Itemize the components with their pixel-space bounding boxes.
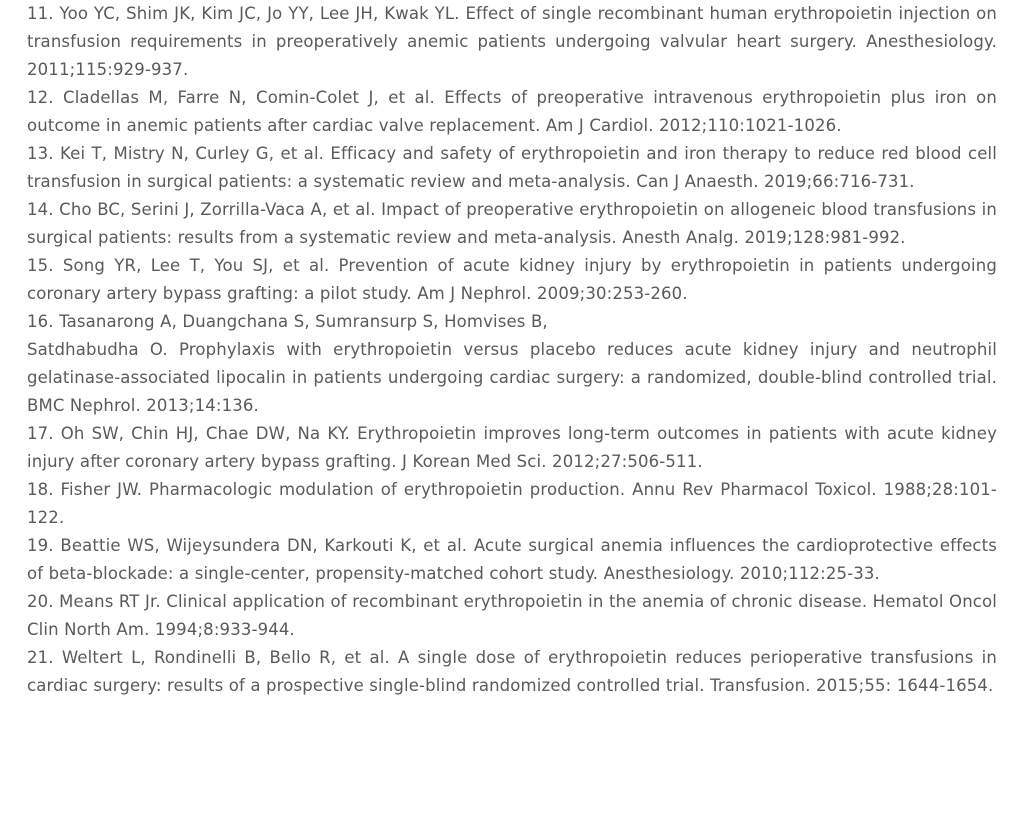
reference-20: 20. Means RT Jr. Clinical application of recombinant erythropoietin in the anemia of chronic disease. Hematol Oncol Clin North Am. 1994;8:933-944. (27, 592, 997, 639)
reference-13: 13. Kei T, Mistry N, Curley G, et al. Efficacy and safety of erythropoietin and iron therapy to reduce red blood cell transfusion in surgical patients: a systematic review and meta-analysis. Can J Anaesth. 2019;66:716-731. (27, 144, 997, 191)
reference-12: 12. Cladellas M, Farre N, Comin-Colet J, et al. Effects of preoperative intravenous erythropoietin plus iron on outcome in anemic patients after cardiac valve replacement. Am J Cardiol. 2012;110:1021-1026. (27, 88, 997, 135)
reference-18: 18. Fisher JW. Pharmacologic modulation of erythropoietin production. Annu Rev Pharmacol Toxicol. 1988;28:101-122. (27, 480, 997, 527)
reference-16-title: Satdhabudha O. Prophylaxis with erythropoietin versus placebo reduces acute kidney injury and neutrophil gelatinase-associated lipocalin in patients undergoing cardiac surgery: a randomized, double-blind controlled trial. BMC Nephrol. 2013;14:136. (27, 340, 997, 415)
reference-16-authors: 16. Tasanarong A, Duangchana S, Sumransurp S, Homvises B, (27, 312, 548, 331)
reference-21: 21. Weltert L, Rondinelli B, Bello R, et al. A single dose of erythropoietin reduces perioperative transfusions in cardiac surgery: results of a prospective single-blind randomized controlled trial. Transfusion. 2015;55: 1644-1654. (27, 648, 997, 695)
reference-14: 14. Cho BC, Serini J, Zorrilla-Vaca A, et al. Impact of preoperative erythropoietin on allogeneic blood transfusions in surgical patients: results from a systematic review and meta-analysis. Anesth Analg. 2019;128:981-992. (27, 200, 997, 247)
reference-15: 15. Song YR, Lee T, You SJ, et al. Prevention of acute kidney injury by erythropoietin in patients undergoing coronary artery bypass grafting: a pilot study. Am J Nephrol. 2009;30:253-260. (27, 256, 997, 303)
reference-list (27, 0, 997, 700)
reference-19: 19. Beattie WS, Wijeysundera DN, Karkouti K, et al. Acute surgical anemia influences the cardioprotective effects of beta-blockade: a single-center, propensity-matched cohort study. Anesthesiology. 2010;112:25-33. (27, 536, 997, 583)
reference-17: 17. Oh SW, Chin HJ, Chae DW, Na KY. Erythropoietin improves long-term outcomes in patients with acute kidney injury after coronary artery bypass grafting. J Korean Med Sci. 2012;27:506-511. (27, 424, 997, 471)
reference-11: 11. Yoo YC, Shim JK, Kim JC, Jo YY, Lee JH, Kwak YL. Effect of single recombinant human erythropoietin injection on transfusion requirements in preoperatively anemic patients undergoing valvular heart surgery. Anesthesiology. 2011;115:929-937. (27, 4, 997, 79)
